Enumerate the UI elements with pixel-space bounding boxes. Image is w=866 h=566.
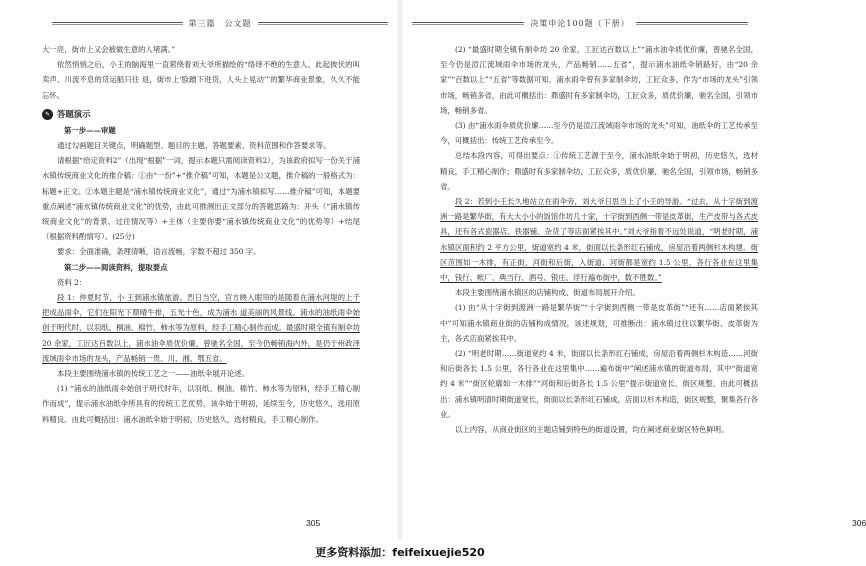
paragraph: 总结本段内容，可得出要点：①传统工艺源于至今，浦水油纸伞始于明初，历史悠久，选材精良，手工精心制作；鼎盛时有多家制伞坊，工匠众多，质优价廉，驰名全国，引领市场，畅销多省。 bbox=[440, 151, 758, 191]
material-label: 资料 2： bbox=[57, 277, 87, 287]
paragraph: (3) 由“浦水雨伞质优价廉……至今仍是渲江流域雨伞市场的龙头”可知，油纸伞的工艺传承至今，可概括出：传统工艺传承至今。 bbox=[440, 121, 758, 146]
paragraph: (1) “浦水的油纸雨伞始创于明代时年，以羽纸、桐油、棉竹、柿水等为原料，经手工精心制作而成”，提示浦水油纸伞所具有的传统工艺优势，该伞始于明初，延续至今，历史悠久，选用原料精良。由此可概括出：浦水油纸伞始于明初，历史悠久，选材精良，手工精心制作。 bbox=[42, 384, 360, 424]
header-rule bbox=[258, 22, 389, 25]
step2-title: 第二步——阅读资料，提取要点 bbox=[64, 262, 168, 272]
paragraph: 段 2：若到小王长久地站立在雨伞旁，刘大爷日思当上了小王的导游。“过去，从十字街到渡洲一路是繁华街，有大大小小的饭馆作坊几十家，十字街到西侧一带是皮革街，生产皮带与各式皮具，还有各式瓷器店、铁器铺、杂货了等店面紧挨其中。”刘大爷指着不远处说道，“明老时期，浦水镇区面积约 2 平方公里，街道宽约 4 米，街面以长条形红石铺成，房屋沿着两侧杉木构建。街区范围如一木排，有正街，河街和后街，入街道、河街都是宽约 1.5 公里，各行各业在这里集中，钱行、帐厂、典当行、酒号、银庄、浮行遍布街中，数不胜数。” bbox=[440, 197, 758, 283]
answer-demo-icon: ✎ bbox=[42, 109, 53, 120]
paragraph: 请根据“给定资料2”（出现“根据”一词，提示本题只需阅读资料2），为该政府拟写一份关于浦水镇传统商业文化的推介稿：①由“一份”+“推介稿”可知，本题是公文题，推介稿的一般格式为：标题+正文。②本题主题是“浦水镇传统商业文化”，通过“为浦水镇拟写……推介稿”可知，本题要重点阐述“浦水镇传统商业文化”的优势，由此可推测出正文部分的答题思路为：开头（“浦水镇传统商业文化”的背景、过往情况等）+主体（主要你要“浦水镇传统商业文化”的优势等）+结尾（根据资料酌情写）。(25分) bbox=[42, 156, 360, 242]
paragraph: 通过勾画题目关键点，明确题型、题目的主题、答题要素、资料范围和作答要求等。 bbox=[57, 141, 331, 151]
page-number: 305 bbox=[306, 518, 321, 528]
header-rule bbox=[412, 22, 524, 25]
paragraph: 要求：全面准确，条理清晰，语言流畅，字数不超过 350 字。 bbox=[57, 247, 261, 257]
left-page-content bbox=[42, 42, 360, 427]
header-rule bbox=[52, 22, 183, 25]
paragraph: 本段主要围绕浦水镇区的店铺构成、街道布局展开介绍。 bbox=[455, 288, 640, 298]
page-number: 306 bbox=[852, 518, 866, 528]
left-page-header bbox=[40, 16, 388, 30]
step1-title: 第一步——审题 bbox=[64, 125, 116, 135]
left-page bbox=[0, 0, 400, 540]
section-heading bbox=[42, 107, 360, 122]
left-header-title: 第三篇 公文题 bbox=[188, 18, 252, 28]
right-header-title: 决策申论100题（下册） bbox=[530, 18, 630, 28]
right-page-header bbox=[412, 16, 760, 30]
paragraph: (2) “明老时期……街道宽约 4 米，街面以长条形红石铺成，房屋沿着两侧杉木构造……河街和后街各长 1.5 公里，各行各业在这里集中……遍布街中”阐述浦水镇的街道布局，其中“街道宽约 4 米”“街区轮廓如一木排”“河街和后街各长 1.5 公里”提示街道宽长、街区规整，由此可概括出：浦水镇明清时期街道宽长，街面以长条形红石铺成，店面以杉木构造，街区规整，聚集各行各业。 bbox=[440, 349, 758, 419]
footer-note: 更多资料添加：feifeixuejie520 bbox=[315, 546, 485, 559]
paragraph: (1) 由“从十字街到渡洲一路是繁华街”“十字街到西侧一带是皮革街”“还有……店面紧挨其中”可知浦水镇商业街的店铺构成情况，该述规划，可推断出：浦水镇过往以繁华街、皮革街为主，各式店面紧挨其中。 bbox=[440, 303, 758, 343]
section-title: 答题演示 bbox=[57, 108, 91, 119]
paragraph: (2) “最盛时期全镇有制伞坊 20 余家，工匠达百数以上”“浦水油伞质优价廉，曾驰名全国，至今仍是渲江流域雨伞市场的龙头，产品畅销……五省”，提示浦水油纸伞销路好，由“20 余家”“百数以上”“五省”等数据可知，浦水雨伞曾有多家制伞坊，工匠众多，作为“市场的龙头”引领市场，畅销多省，由此可概括出：鼎盛时有多家制伞坊，工匠众多，质优价廉，驰名全国，引领市场，畅销多省。 bbox=[440, 45, 758, 115]
header-rule bbox=[636, 22, 748, 25]
paragraph: 段 1：仲夏时节，小 王到浦水镇旅游。烈日当空，官方映入眼帘的是随着在浦水河堤的上千把成品雨伞，它们在阳光下鼎晴牛排，五光十色，成为浦水 道美丽的风景线。浦水的油纸雨伞始创于明代时，以羽纸、桐油、棉竹、柿水等为原料，经手工精心制作而成。最盛时期全镇有制伞坊 20 余家，工匠达百数以上，浦水油伞质优价廉，曾驰名全国，至今仍畅销海内外，是仍于州政泽流域雨伞市场的龙头，产品畅销一贵、川、湘、鄂五省。 bbox=[42, 293, 360, 363]
right-page-content bbox=[440, 42, 758, 437]
paragraph: 本段主要围绕浦水镇的传统工艺之一——油纸伞展开论述。 bbox=[57, 369, 250, 379]
paragraph: 依然悄悄之后，小王的脑海里一直萦绕着刘大爷所描绘的“络绎不绝的生意人、此起彼伏的叫卖声、川流不息的货运船只往 返，街市上‘脸蹭下进货，人头上晃动’”的繁华商业景象，久久不能忘怀。 bbox=[42, 60, 360, 100]
paragraph: 大一亮，街市上又会被做生意的人堵满。” bbox=[42, 45, 176, 54]
paragraph: 以上内容，从商业街区的主题店铺到特色的街道设置，均在阐述商业街区特色鲜明。 bbox=[455, 425, 729, 435]
